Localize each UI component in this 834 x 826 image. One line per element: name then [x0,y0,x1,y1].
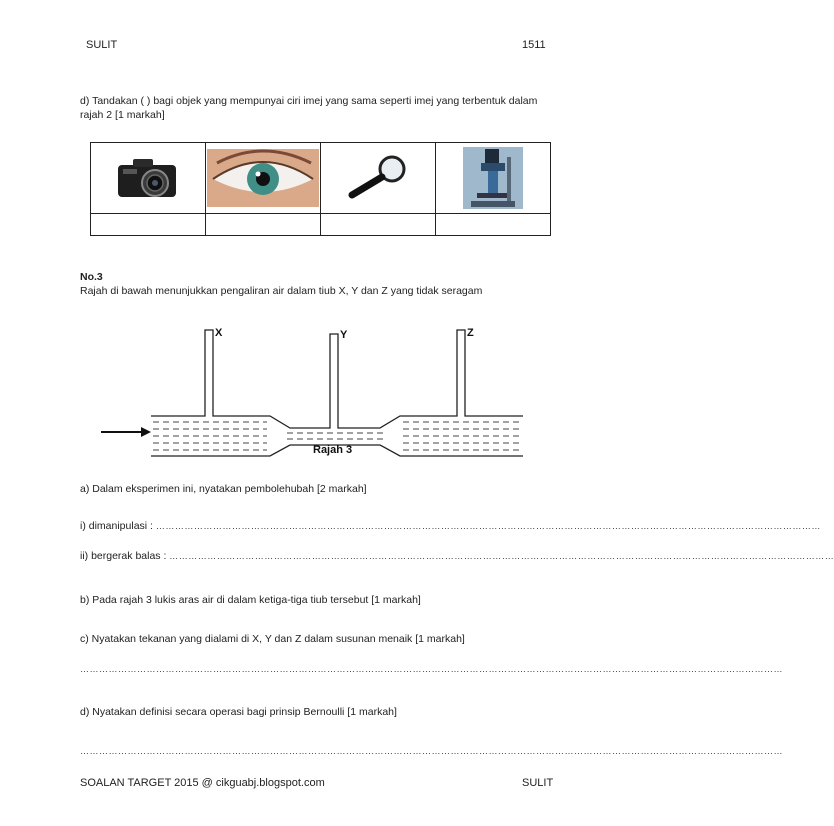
question-3-intro: Rajah di bawah menunjukkan pengaliran air dalam tiub X, Y dan Z yang tidak seragam [80,285,483,297]
footer-left: SOALAN TARGET 2015 @ cikguabj.blogspot.com [80,777,325,789]
tick-box-1[interactable] [91,214,206,236]
answer-3a-ii-line[interactable]: ………………………………………………………………………………………………………………………………………………………………………………………… [169,551,834,561]
flow-arrow-icon [141,427,151,437]
eye-icon [207,149,319,207]
answer-3a-ii-row [80,549,834,563]
object-cell-microscope [436,143,551,214]
question-3-number: No.3 [80,271,103,283]
object-cell-eye [206,143,321,214]
answer-3d-line[interactable]: …………………………………………………………………………………………………………………………………………………………………………………………………… [80,746,783,756]
tick-box-4[interactable] [436,214,551,236]
object-cell-magnifier [321,143,436,214]
magnifying-glass-icon [338,153,418,203]
answer-3a-i-row [80,519,821,533]
question-3a-ii: ii) bergerak balas : [80,550,170,562]
footer-right: SULIT [522,777,554,789]
question-3a: a) Dalam eksperimen ini, nyatakan pembolehubah [2 markah] [80,483,367,495]
answer-3c-line[interactable]: …………………………………………………………………………………………………………………………………………………………………………………………………… [80,664,783,674]
question-3d: d) Nyatakan definisi secara operasi bagi prinsip Bernoulli [1 markah] [80,706,397,718]
rajah-3-caption: Rajah 3 [313,444,353,456]
answer-3a-i-line[interactable]: ………………………………………………………………………………………………………………………………………………………………………………………… [155,521,821,531]
camera-icon [113,153,183,203]
microscope-icon [463,147,523,209]
question-3a-i: i) dimanipulasi : [80,520,156,532]
tube-x-label: X [215,327,223,339]
question-d-line2: rajah 2 [1 markah] [80,109,165,121]
question-d-line1: d) Tandakan ( ) bagi objek yang mempunyai ciri imej yang sama seperti imej yang terbentuk dalam [80,95,538,107]
tube-y-label: Y [340,329,348,341]
rajah-3-diagram [95,320,535,465]
object-cell-camera [91,143,206,214]
question-3b: b) Pada rajah 3 lukis aras air di dalam ketiga-tiga tiub tersebut [1 markah] [80,594,421,606]
tube-z-label: Z [467,327,474,339]
pipe-top-wall [151,330,523,428]
question-3c: c) Nyatakan tekanan yang dialami di X, Y dan Z dalam susunan menaik [1 markah] [80,633,465,645]
header-left: SULIT [86,39,118,51]
tick-box-2[interactable] [206,214,321,236]
tick-box-3[interactable] [321,214,436,236]
header-right: 1511 [522,39,546,51]
objects-table [90,142,551,236]
